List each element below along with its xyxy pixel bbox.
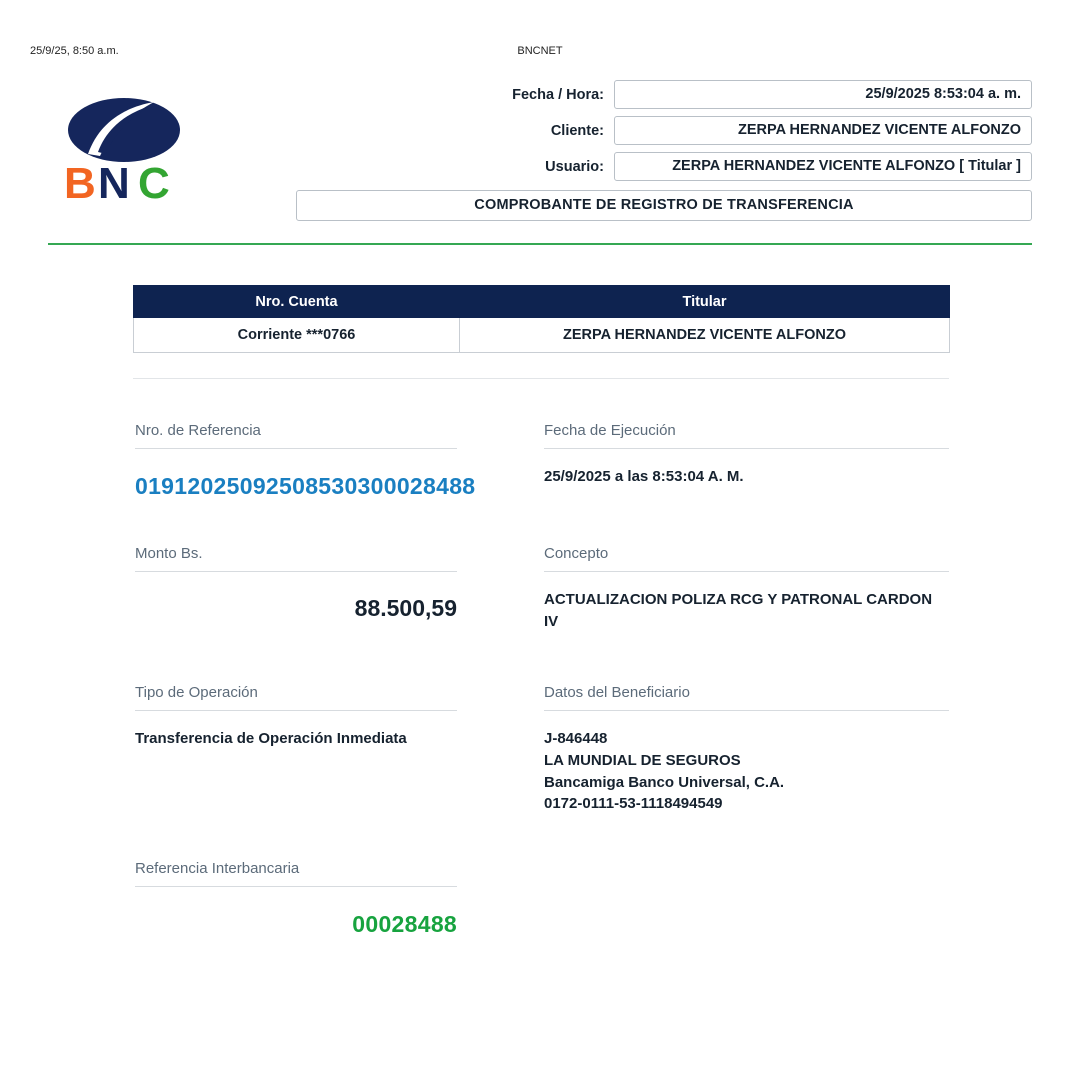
value-tipo-operacion: Transferencia de Operación Inmediata	[135, 730, 407, 747]
svg-text:C: C	[138, 159, 170, 207]
detail-fecha-ejecucion	[544, 422, 949, 488]
section-divider	[133, 378, 949, 379]
detail-referencia-interbancaria	[135, 860, 457, 941]
label-concepto: Concepto	[544, 545, 949, 572]
column-header-titular: Titular	[460, 286, 950, 318]
svg-text:B: B	[64, 159, 96, 207]
table-header-row	[134, 286, 950, 318]
column-header-nro-cuenta: Nro. Cuenta	[134, 286, 460, 318]
value-fecha-ejecucion: 25/9/2025 a las 8:53:04 A. M.	[544, 468, 744, 485]
green-divider	[48, 243, 1032, 245]
value-concepto: ACTUALIZACION POLIZA RCG Y PATRONAL CARDON IV	[544, 591, 933, 630]
detail-tipo-operacion	[135, 684, 457, 750]
account-table	[133, 285, 950, 353]
table-row	[134, 318, 950, 353]
field-row-fecha-hora	[296, 80, 1032, 109]
detail-beneficiario	[544, 684, 949, 815]
document-title: COMPROBANTE DE REGISTRO DE TRANSFERENCIA	[296, 190, 1032, 221]
beneficiary-line-name: LA MUNDIAL DE SEGUROS	[544, 751, 741, 769]
label-fecha-hora: Fecha / Hora:	[512, 86, 604, 103]
label-referencia: Nro. de Referencia	[135, 422, 457, 449]
print-timestamp: 25/9/25, 8:50 a.m.	[30, 45, 119, 57]
value-monto: 88.500,59	[354, 595, 457, 621]
value-referencia: 01912025092508530300028488	[135, 473, 476, 499]
field-row-cliente	[296, 116, 1032, 145]
print-site-name: BNCNET	[517, 45, 563, 57]
value-beneficiario	[544, 711, 949, 815]
cell-titular: ZERPA HERNANDEZ VICENTE ALFONZO	[460, 318, 950, 353]
print-header	[0, 45, 1080, 63]
label-referencia-interbancaria: Referencia Interbancaria	[135, 860, 457, 887]
label-cliente: Cliente:	[550, 122, 604, 139]
label-monto: Monto Bs.	[135, 545, 457, 572]
label-usuario: Usuario:	[545, 158, 604, 175]
detail-monto	[135, 545, 457, 625]
label-fecha-ejecucion: Fecha de Ejecución	[544, 422, 949, 449]
svg-text:N: N	[98, 159, 130, 207]
beneficiary-line-account: 0172-0111-53-1118494549	[544, 795, 723, 813]
label-tipo-operacion: Tipo de Operación	[135, 684, 457, 711]
header-fields	[296, 80, 1032, 188]
cell-nro-cuenta: Corriente ***0766	[134, 318, 460, 353]
field-row-usuario	[296, 152, 1032, 181]
value-referencia-interbancaria: 00028488	[352, 911, 457, 937]
value-usuario: ZERPA HERNANDEZ VICENTE ALFONZO [ Titular ]	[614, 152, 1032, 181]
value-cliente: ZERPA HERNANDEZ VICENTE ALFONZO	[614, 116, 1032, 145]
label-beneficiario: Datos del Beneficiario	[544, 684, 949, 711]
beneficiary-line-rif: J-846448	[544, 730, 608, 747]
detail-referencia	[135, 422, 476, 503]
value-fecha-hora: 25/9/2025 8:53:04 a. m.	[614, 80, 1032, 109]
beneficiary-line-bank: Bancamiga Banco Universal, C.A.	[544, 773, 785, 791]
bnc-logo	[62, 92, 192, 207]
detail-concepto	[544, 545, 949, 633]
